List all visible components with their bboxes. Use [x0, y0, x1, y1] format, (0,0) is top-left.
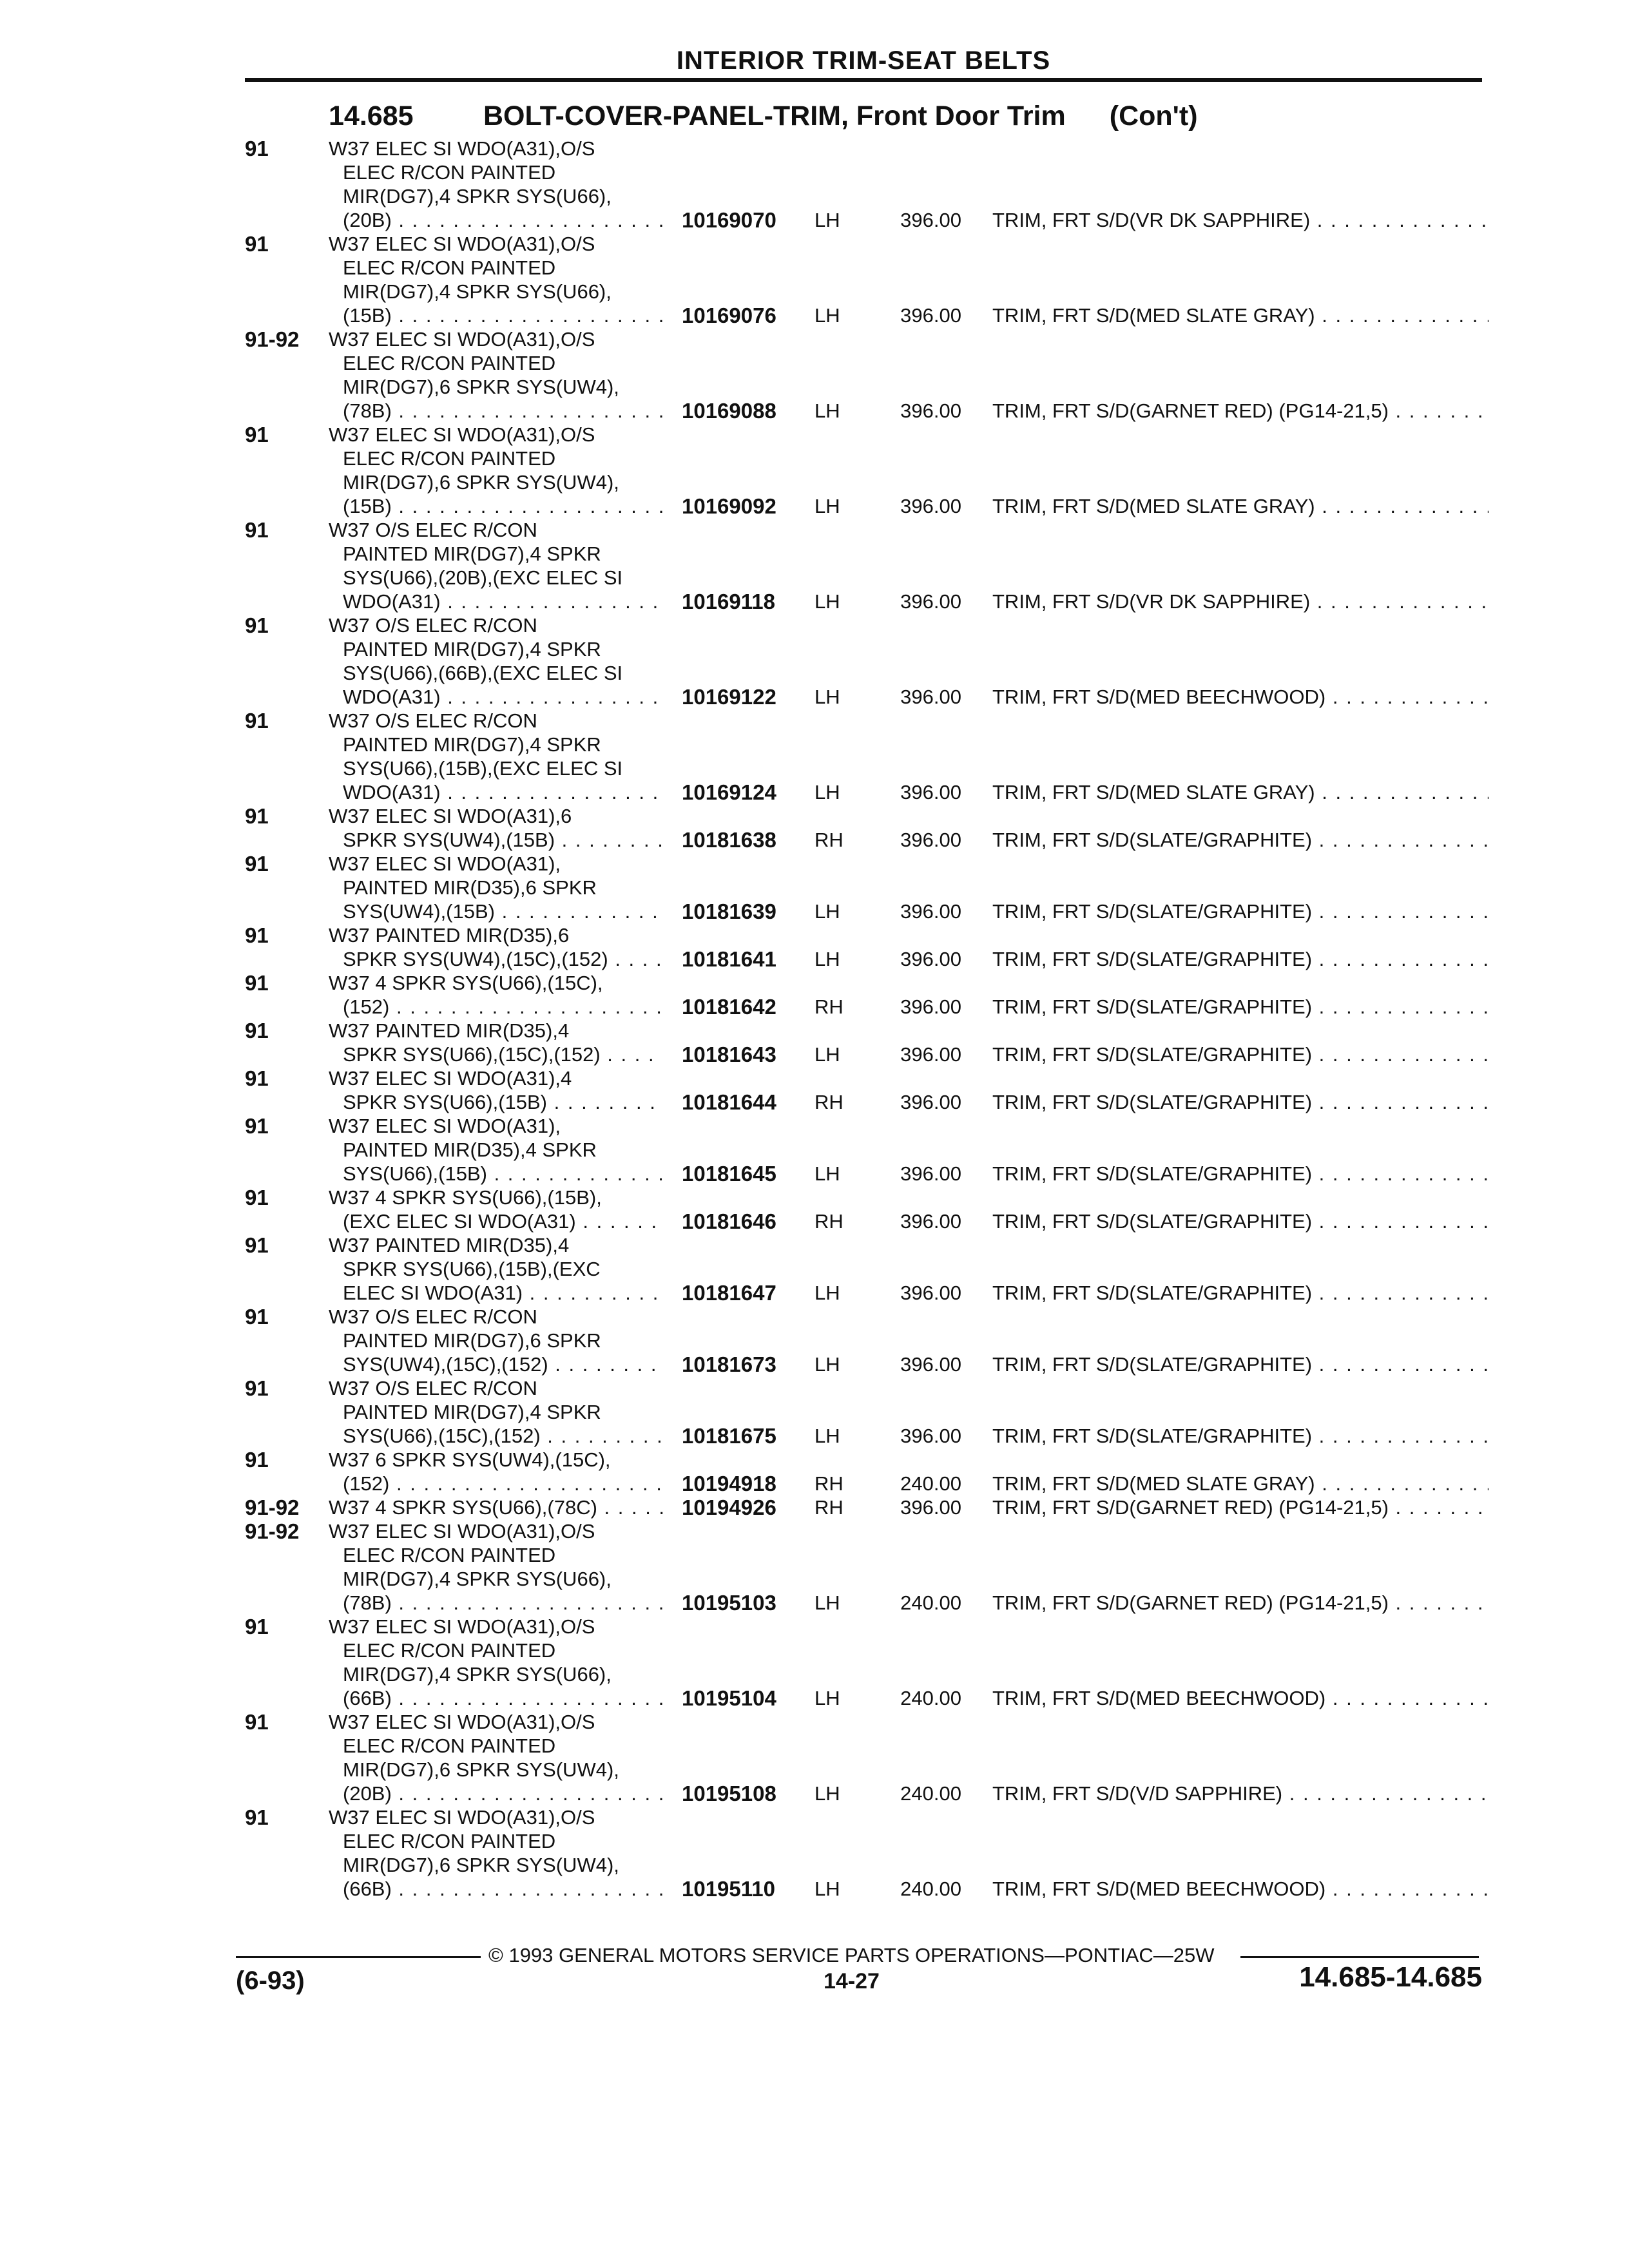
part-entry: [0, 1233, 1482, 1305]
part-number: 10194926: [682, 1495, 776, 1519]
trim-description: TRIM, FRT S/D(VR DK SAPPHIRE) . . .: [992, 590, 1489, 613]
part-data: [682, 1352, 1489, 1376]
part-number: 10169122: [682, 685, 776, 709]
description-line: ELEC R/CON PAINTED: [343, 256, 556, 279]
model-year: 91: [245, 1376, 269, 1400]
part-description: [329, 1114, 664, 1186]
description-line: (EXC ELEC SI WDO(A31) . . .: [329, 1209, 664, 1233]
quantity: 396.00: [900, 686, 961, 708]
description-line: MIR(DG7),6 SPKR SYS(UW4),: [343, 471, 619, 494]
description-line: W37 O/S ELEC R/CON: [329, 1305, 537, 1328]
description-line: MIR(DG7),4 SPKR SYS(U66),: [343, 1568, 612, 1590]
description-line: W37 ELEC SI WDO(A31),: [329, 852, 561, 875]
model-year: 91: [245, 1114, 269, 1138]
model-year: 91: [245, 613, 269, 637]
description-line: SYS(UW4),(15C),(152) . . .: [329, 1352, 664, 1376]
model-year: 91: [245, 423, 269, 447]
part-entry: [0, 1186, 1482, 1233]
model-year: 91: [245, 232, 269, 256]
part-description: [329, 1233, 664, 1305]
quantity: 396.00: [900, 209, 961, 231]
side-indicator: LH: [815, 209, 840, 231]
quantity: 396.00: [900, 1162, 961, 1185]
part-data: [682, 1686, 1489, 1710]
quantity: 396.00: [900, 948, 961, 970]
description-line: PAINTED MIR(DG7),4 SPKR: [343, 733, 601, 756]
description-line: ELEC R/CON PAINTED: [343, 1544, 556, 1566]
part-entry: [0, 852, 1482, 923]
part-data: [682, 828, 1489, 852]
page-header: [245, 46, 1482, 82]
model-year: 91: [245, 709, 269, 733]
quantity: 396.00: [900, 781, 961, 803]
part-number: 10181644: [682, 1090, 776, 1114]
part-number: 10169124: [682, 780, 776, 804]
part-number: 10194918: [682, 1472, 776, 1495]
description-line: MIR(DG7),4 SPKR SYS(U66),: [343, 1663, 612, 1686]
side-indicator: LH: [815, 590, 840, 613]
description-line: SYS(U66),(66B),(EXC ELEC SI: [343, 662, 623, 684]
description-line: W37 ELEC SI WDO(A31),O/S: [329, 137, 595, 160]
part-data: [682, 1043, 1489, 1066]
description-line: SYS(U66),(15B),(EXC ELEC SI: [343, 757, 623, 780]
part-entry: [0, 423, 1482, 518]
description-line: SPKR SYS(UW4),(15B) . . .: [329, 828, 664, 852]
side-indicator: RH: [815, 1091, 843, 1113]
part-number: 10181641: [682, 947, 776, 971]
description-line: MIR(DG7),6 SPKR SYS(UW4),: [343, 1758, 619, 1781]
quantity: 240.00: [900, 1878, 961, 1900]
part-data: [682, 590, 1489, 613]
model-year: 91: [245, 1066, 269, 1090]
model-year: 91: [245, 971, 269, 995]
footer-copyright: © 1993 GENERAL MOTORS SERVICE PARTS OPERATIONS—PONTIAC—25W: [488, 1944, 1215, 1966]
trim-description: TRIM, FRT S/D(SLATE/GRAPHITE) . . .: [992, 1090, 1489, 1114]
trim-description: TRIM, FRT S/D(SLATE/GRAPHITE) . . .: [992, 828, 1489, 852]
page-number: 14-27: [824, 1969, 880, 1994]
description-line: SYS(UW4),(15B) . . .: [329, 899, 664, 923]
trim-description: TRIM, FRT S/D(MED SLATE GRAY) . . .: [992, 494, 1489, 518]
part-description: [329, 852, 664, 923]
part-description: [329, 1186, 664, 1233]
part-number: 10195108: [682, 1782, 776, 1805]
description-line: PAINTED MIR(DG7),4 SPKR: [343, 638, 601, 660]
part-entry: [0, 327, 1482, 423]
model-year: 91: [245, 804, 269, 828]
trim-description: TRIM, FRT S/D(VR DK SAPPHIRE) . . .: [992, 208, 1489, 232]
side-indicator: LH: [815, 900, 840, 923]
part-entry: [0, 804, 1482, 852]
part-number: 10195103: [682, 1591, 776, 1615]
part-entry: [0, 1710, 1482, 1805]
section-number: 14.685: [329, 100, 414, 131]
part-data: [682, 899, 1489, 923]
trim-description: TRIM, FRT S/D(V/D SAPPHIRE) . . .: [992, 1782, 1489, 1805]
description-line: MIR(DG7),4 SPKR SYS(U66),: [343, 280, 612, 303]
part-data: [682, 1782, 1489, 1805]
trim-description: TRIM, FRT S/D(MED SLATE GRAY) . . .: [992, 780, 1489, 804]
part-description: [329, 1019, 664, 1066]
trim-description: TRIM, FRT S/D(MED SLATE GRAY) . . .: [992, 1472, 1489, 1495]
description-line: W37 6 SPKR SYS(UW4),(15C),: [329, 1448, 611, 1471]
trim-description: TRIM, FRT S/D(GARNET RED) (PG14-21,5) . . .: [992, 1495, 1489, 1519]
description-line: SPKR SYS(U66),(15B),(EXC: [343, 1258, 601, 1280]
trim-description: TRIM, FRT S/D(MED BEECHWOOD) . . .: [992, 1686, 1489, 1710]
description-line: (152) . . .: [329, 1472, 664, 1495]
description-line: W37 ELEC SI WDO(A31),O/S: [329, 423, 595, 446]
description-line: (20B) . . .: [329, 208, 664, 232]
side-indicator: LH: [815, 1282, 840, 1304]
model-year: 91: [245, 923, 269, 947]
quantity: 396.00: [900, 829, 961, 851]
trim-description: TRIM, FRT S/D(MED SLATE GRAY) . . .: [992, 303, 1489, 327]
part-entry: [0, 1448, 1482, 1495]
footer-date: (6-93): [236, 1966, 305, 1995]
part-data: [682, 780, 1489, 804]
description-line: SYS(U66),(15B) . . .: [329, 1162, 664, 1186]
part-entry: [0, 518, 1482, 613]
part-entry: [0, 1495, 1482, 1519]
part-data: [682, 399, 1489, 423]
quantity: 396.00: [900, 1425, 961, 1447]
trim-description: TRIM, FRT S/D(SLATE/GRAPHITE) . . .: [992, 1352, 1489, 1376]
quantity: 240.00: [900, 1591, 961, 1614]
description-line: W37 PAINTED MIR(D35),4: [329, 1234, 570, 1256]
side-indicator: LH: [815, 495, 840, 517]
part-description: [329, 804, 664, 852]
part-description: [329, 232, 664, 327]
part-description: [329, 518, 664, 613]
part-description: [329, 137, 664, 232]
side-indicator: LH: [815, 1353, 840, 1376]
footer-section-range: 14.685-14.685: [1299, 1961, 1482, 1993]
side-indicator: LH: [815, 1782, 840, 1805]
part-entry: [0, 709, 1482, 804]
description-line: PAINTED MIR(D35),4 SPKR: [343, 1139, 597, 1161]
description-line: W37 ELEC SI WDO(A31),O/S: [329, 1615, 595, 1638]
model-year: 91: [245, 137, 269, 160]
part-number: 10181646: [682, 1209, 776, 1233]
description-line: W37 O/S ELEC R/CON: [329, 519, 537, 541]
description-line: W37 ELEC SI WDO(A31),O/S: [329, 1711, 595, 1733]
description-line: (152) . . .: [329, 995, 664, 1019]
part-number: 10169070: [682, 208, 776, 232]
side-indicator: LH: [815, 1687, 840, 1709]
part-data: [682, 1162, 1489, 1186]
model-year: 91: [245, 518, 269, 542]
description-line: W37 ELEC SI WDO(A31),O/S: [329, 1806, 595, 1829]
part-description: [329, 1519, 664, 1615]
description-line: (66B) . . .: [329, 1877, 664, 1901]
trim-description: TRIM, FRT S/D(SLATE/GRAPHITE) . . .: [992, 1281, 1489, 1305]
part-data: [682, 208, 1489, 232]
side-indicator: LH: [815, 781, 840, 803]
quantity: 396.00: [900, 1043, 961, 1066]
description-line: ELEC R/CON PAINTED: [343, 447, 556, 470]
part-data: [682, 1281, 1489, 1305]
quantity: 396.00: [900, 304, 961, 327]
quantity: 396.00: [900, 900, 961, 923]
quantity: 396.00: [900, 495, 961, 517]
part-number: 10169076: [682, 303, 776, 327]
trim-description: TRIM, FRT S/D(MED BEECHWOOD) . . .: [992, 1877, 1489, 1901]
part-description: [329, 423, 664, 518]
part-number: 10181642: [682, 995, 776, 1019]
description-line: WDO(A31) . . .: [329, 780, 664, 804]
side-indicator: LH: [815, 1591, 840, 1614]
description-line: ELEC SI WDO(A31) . . .: [329, 1281, 664, 1305]
part-description: [329, 1376, 664, 1448]
description-line: SPKR SYS(U66),(15B) . . .: [329, 1090, 664, 1114]
part-data: [682, 1472, 1489, 1495]
description-line: (66B) . . .: [329, 1686, 664, 1710]
description-line: W37 O/S ELEC R/CON: [329, 709, 537, 732]
trim-description: TRIM, FRT S/D(SLATE/GRAPHITE) . . .: [992, 1043, 1489, 1066]
description-line: ELEC R/CON PAINTED: [343, 1735, 556, 1757]
part-description: [329, 1448, 664, 1495]
part-entry: [0, 137, 1482, 232]
description-line: (78B) . . .: [329, 1591, 664, 1615]
part-entry: [0, 1066, 1482, 1114]
quantity: 396.00: [900, 1496, 961, 1519]
part-data: [682, 1090, 1489, 1114]
footer-rule-left: [236, 1956, 481, 1958]
description-line: W37 ELEC SI WDO(A31),6: [329, 805, 572, 827]
part-description: [329, 1805, 664, 1901]
part-data: [682, 947, 1489, 971]
side-indicator: LH: [815, 399, 840, 422]
trim-description: TRIM, FRT S/D(SLATE/GRAPHITE) . . .: [992, 1424, 1489, 1448]
model-year: 91: [245, 1710, 269, 1734]
page-title: INTERIOR TRIM-SEAT BELTS: [676, 46, 1051, 75]
description-line: MIR(DG7),6 SPKR SYS(UW4),: [343, 376, 619, 398]
description-line: SPKR SYS(UW4),(15C),(152) . . .: [329, 947, 664, 971]
description-line: W37 4 SPKR SYS(U66),(78C) . . .: [329, 1495, 664, 1519]
part-entry: [0, 971, 1482, 1019]
part-data: [682, 1209, 1489, 1233]
part-entry: [0, 1519, 1482, 1615]
model-year: 91-92: [245, 1519, 300, 1543]
quantity: 240.00: [900, 1472, 961, 1495]
quantity: 396.00: [900, 1353, 961, 1376]
model-year: 91: [245, 1805, 269, 1829]
part-data: [682, 1495, 1489, 1519]
part-description: [329, 1066, 664, 1114]
side-indicator: RH: [815, 829, 843, 851]
part-number: 10195110: [682, 1877, 776, 1901]
part-number: 10181639: [682, 899, 776, 923]
quantity: 396.00: [900, 1282, 961, 1304]
description-line: W37 4 SPKR SYS(U66),(15B),: [329, 1186, 602, 1209]
side-indicator: LH: [815, 948, 840, 970]
description-line: (78B) . . .: [329, 399, 664, 423]
description-line: ELEC R/CON PAINTED: [343, 1830, 556, 1852]
description-line: SPKR SYS(U66),(15C),(152) . . .: [329, 1043, 664, 1066]
part-entry: [0, 232, 1482, 327]
quantity: 396.00: [900, 995, 961, 1018]
side-indicator: RH: [815, 1210, 843, 1233]
part-number: 10181675: [682, 1424, 776, 1448]
part-data: [682, 303, 1489, 327]
description-line: W37 PAINTED MIR(D35),6: [329, 924, 570, 947]
description-line: W37 ELEC SI WDO(A31),4: [329, 1067, 572, 1090]
description-line: ELEC R/CON PAINTED: [343, 161, 556, 184]
description-line: SYS(U66),(20B),(EXC ELEC SI: [343, 566, 623, 589]
description-line: MIR(DG7),6 SPKR SYS(UW4),: [343, 1854, 619, 1876]
side-indicator: RH: [815, 1496, 843, 1519]
side-indicator: LH: [815, 1878, 840, 1900]
side-indicator: LH: [815, 1043, 840, 1066]
part-description: [329, 1615, 664, 1710]
model-year: 91: [245, 1448, 269, 1472]
part-number: 10181647: [682, 1281, 776, 1305]
model-year: 91: [245, 1186, 269, 1209]
part-data: [682, 1591, 1489, 1615]
part-entry: [0, 1019, 1482, 1066]
part-number: 10181638: [682, 828, 776, 852]
description-line: ELEC R/CON PAINTED: [343, 1639, 556, 1662]
description-line: SYS(U66),(15C),(152) . . .: [329, 1424, 664, 1448]
part-description: [329, 1305, 664, 1376]
model-year: 91: [245, 852, 269, 876]
part-data: [682, 494, 1489, 518]
part-description: [329, 613, 664, 709]
model-year: 91: [245, 1305, 269, 1329]
part-entry: [0, 1114, 1482, 1186]
description-line: W37 PAINTED MIR(D35),4: [329, 1019, 570, 1042]
description-line: ELEC R/CON PAINTED: [343, 352, 556, 374]
description-line: PAINTED MIR(D35),6 SPKR: [343, 876, 597, 899]
part-entry: [0, 1805, 1482, 1901]
quantity: 396.00: [900, 399, 961, 422]
part-entry: [0, 613, 1482, 709]
part-entry: [0, 923, 1482, 971]
part-data: [682, 685, 1489, 709]
description-line: (15B) . . .: [329, 303, 664, 327]
part-data: [682, 1877, 1489, 1901]
trim-description: TRIM, FRT S/D(GARNET RED) (PG14-21,5) . . .: [992, 399, 1489, 423]
model-year: 91: [245, 1615, 269, 1639]
description-line: MIR(DG7),4 SPKR SYS(U66),: [343, 185, 612, 207]
trim-description: TRIM, FRT S/D(SLATE/GRAPHITE) . . .: [992, 947, 1489, 971]
quantity: 396.00: [900, 1091, 961, 1113]
quantity: 240.00: [900, 1687, 961, 1709]
trim-description: TRIM, FRT S/D(GARNET RED) (PG14-21,5) . . .: [992, 1591, 1489, 1615]
description-line: W37 4 SPKR SYS(U66),(15C),: [329, 972, 603, 994]
description-line: WDO(A31) . . .: [329, 685, 664, 709]
part-data: [682, 1424, 1489, 1448]
part-entry: [0, 1376, 1482, 1448]
description-line: PAINTED MIR(DG7),4 SPKR: [343, 1401, 601, 1423]
side-indicator: LH: [815, 1162, 840, 1185]
section-title: BOLT-COVER-PANEL-TRIM, Front Door Trim: [483, 100, 1066, 131]
description-line: PAINTED MIR(DG7),4 SPKR: [343, 543, 601, 565]
description-line: (15B) . . .: [329, 494, 664, 518]
part-description: [329, 327, 664, 423]
quantity: 240.00: [900, 1782, 961, 1805]
part-description: [329, 971, 664, 1019]
model-year: 91: [245, 1019, 269, 1043]
footer-rule-right: [1240, 1956, 1479, 1958]
part-number: 10169118: [682, 590, 776, 613]
part-number: 10181673: [682, 1352, 776, 1376]
description-line: W37 ELEC SI WDO(A31),O/S: [329, 1520, 595, 1542]
description-line: W37 O/S ELEC R/CON: [329, 614, 537, 637]
model-year: 91: [245, 1233, 269, 1257]
part-number: 10169088: [682, 399, 776, 423]
model-year: 91-92: [245, 1495, 300, 1519]
model-year: 91-92: [245, 327, 300, 351]
part-number: 10195104: [682, 1686, 776, 1710]
part-number: 10181645: [682, 1162, 776, 1186]
part-number: 10181643: [682, 1043, 776, 1066]
part-description: [329, 923, 664, 971]
section-heading: [329, 97, 1198, 135]
part-entry: [0, 1615, 1482, 1710]
trim-description: TRIM, FRT S/D(MED BEECHWOOD) . . .: [992, 685, 1489, 709]
part-description: [329, 1495, 664, 1519]
side-indicator: LH: [815, 1425, 840, 1447]
description-line: W37 ELEC SI WDO(A31),O/S: [329, 233, 595, 255]
part-description: [329, 709, 664, 804]
quantity: 396.00: [900, 590, 961, 613]
description-line: (20B) . . .: [329, 1782, 664, 1805]
description-line: WDO(A31) . . .: [329, 590, 664, 613]
trim-description: TRIM, FRT S/D(SLATE/GRAPHITE) . . .: [992, 995, 1489, 1019]
description-line: W37 O/S ELEC R/CON: [329, 1377, 537, 1399]
part-entry: [0, 1305, 1482, 1376]
side-indicator: LH: [815, 686, 840, 708]
trim-description: TRIM, FRT S/D(SLATE/GRAPHITE) . . .: [992, 1162, 1489, 1186]
section-continued: (Con't): [1109, 100, 1198, 131]
parts-list: [0, 137, 1629, 1901]
trim-description: TRIM, FRT S/D(SLATE/GRAPHITE) . . .: [992, 899, 1489, 923]
description-line: W37 ELEC SI WDO(A31),: [329, 1115, 561, 1137]
side-indicator: LH: [815, 304, 840, 327]
side-indicator: RH: [815, 1472, 843, 1495]
side-indicator: RH: [815, 995, 843, 1018]
part-number: 10169092: [682, 494, 776, 518]
part-data: [682, 995, 1489, 1019]
trim-description: TRIM, FRT S/D(SLATE/GRAPHITE) . . .: [992, 1209, 1489, 1233]
quantity: 396.00: [900, 1210, 961, 1233]
part-description: [329, 1710, 664, 1805]
description-line: PAINTED MIR(DG7),6 SPKR: [343, 1329, 601, 1352]
description-line: W37 ELEC SI WDO(A31),O/S: [329, 328, 595, 351]
